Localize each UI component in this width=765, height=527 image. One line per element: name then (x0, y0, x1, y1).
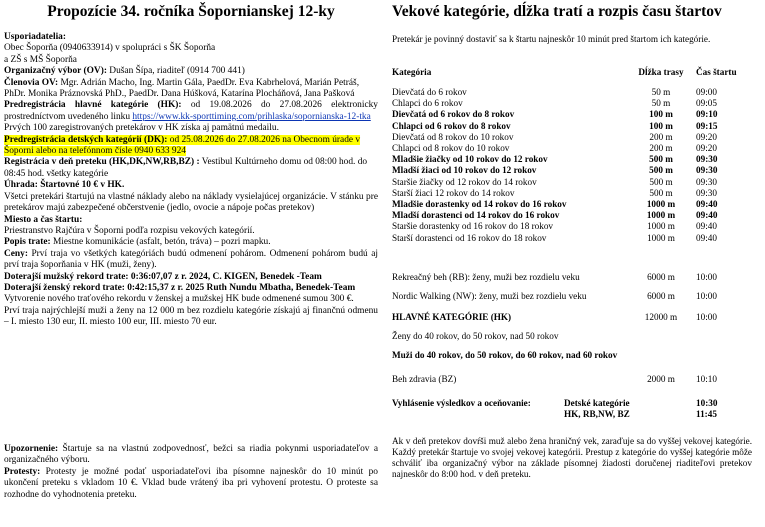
category-name: Dievčatá od 8 rokov do 10 rokov (392, 131, 514, 142)
category-name: Dievčatá od 6 rokov do 8 rokov (392, 109, 515, 120)
table-row (392, 177, 740, 188)
propozicie-column (4, 0, 378, 500)
category-name: Dievčatá do 6 rokov (392, 87, 467, 97)
table-row (392, 143, 740, 154)
table-row (392, 233, 740, 244)
hk-preregistration-label: Predregistrácia hlavné kategórie (HK): (4, 100, 182, 111)
medal-note: Prvých 100 zaregistrovaných pretekárov v HK získa aj pamätnú medailu. (4, 123, 279, 134)
category-distance: 50 m (651, 98, 671, 109)
results-table (392, 398, 740, 420)
organizers-line-2: a ZŠ s MŠ Šoporňa (4, 54, 77, 65)
table-row (392, 272, 740, 283)
rb-distance: 6000 m (647, 272, 675, 282)
bz-time: 10:10 (696, 374, 717, 384)
category-name: Chlapci od 6 rokov do 8 rokov (392, 120, 511, 131)
hk-preregistration-text: od 19.08.2026 do 27.08.2026 elektronicky prostredníctvom uvedeného linku (4, 100, 378, 122)
category-distance: 500 m (649, 154, 673, 165)
fee-heading: Úhrada: Štartovné 10 € v HK. (4, 180, 125, 191)
organizing-committee-text: Dušan Šípa, riaditeľ (0914 700 441) (106, 66, 245, 77)
footer-note: Ak v deň pretekov dovŕši muž alebo žena hraničný vek, zaraďuje sa do vyššej vekovej kategórie. Každý pretekár štartuje vo svojej vekovej kategórii. Prestup z kategórie do vyššej kategórie môže schváliť iba organizačný výbor na základe písomnej žiadosti doručenej riaditeľovi pretekov najneskôr do 8:00 hod. v deň preteku. (392, 436, 752, 479)
organizers-heading: Usporiadatelia: (4, 32, 66, 42)
hk-men: Muži do 40 rokov, do 50 rokov, do 60 rokov, nad 60 rokov (392, 350, 618, 360)
adult-categories-table (392, 272, 740, 283)
category-time: 09:40 (696, 199, 718, 210)
results-hk: HK, RB,NW, BZ (564, 409, 630, 420)
results-dk-time: 10:30 (696, 398, 718, 408)
header-cas: Čas štartu (696, 67, 737, 77)
propozicie-title: Propozície 34. ročníka Šopornianskej 12-ky (47, 3, 335, 20)
category-time: 09:05 (696, 98, 717, 109)
category-name: Mladšie žiačky od 10 rokov do 12 rokov (392, 154, 548, 165)
hk-distance: 12000 m (644, 312, 678, 322)
prizes (4, 249, 378, 272)
header-kategoria: Kategória (392, 67, 432, 77)
category-time: 09:40 (696, 221, 717, 232)
hk-preregistration (4, 100, 378, 123)
protests-label: Protesty: (4, 466, 41, 477)
table-row (392, 374, 740, 385)
category-time: 09:15 (696, 120, 718, 131)
category-name: Staršie dorastenky od 16 rokov do 18 rokov (392, 221, 554, 232)
category-distance: 100 m (649, 120, 673, 131)
committee-members-label: Členovia OV: (4, 77, 59, 88)
nw-time: 10:00 (696, 291, 717, 301)
category-time: 09:40 (696, 210, 718, 221)
organizers-line-1: Obec Šoporňa (0940633914) v spolupráci s ŠK Šoporňa (4, 43, 216, 54)
organizing-committee-label: Organizačný výbor (OV): (4, 66, 107, 77)
category-distance: 1000 m (647, 221, 675, 232)
category-time: 09:30 (696, 154, 718, 165)
category-time: 09:30 (696, 176, 717, 187)
category-time: 09:40 (696, 232, 717, 243)
race-day-registration-label: Registrácia v deň preteku (HK,DK,NW,RB,BZ) : (4, 157, 200, 168)
registration-link[interactable]: https://www.kk-sporttiming.com/prihlaska/sopornianska-12-tka (132, 111, 371, 122)
category-time: 09:30 (696, 187, 717, 198)
category-distance: 500 m (649, 187, 673, 198)
start-place-text: Priestranstvo Rajčúra v Šoporni podľa rozpisu vekových kategórií. (4, 225, 255, 236)
category-distance: 1000 m (647, 232, 675, 243)
category-name: Mladší žiaci od 10 rokov do 12 rokov (392, 165, 537, 176)
table-row (392, 188, 740, 199)
category-distance: 1000 m (646, 210, 676, 221)
committee-members (4, 78, 378, 101)
nw-distance: 6000 m (647, 291, 675, 301)
organizers-block (4, 32, 378, 329)
bz-name: Beh zdravia (BZ) (392, 374, 457, 384)
table-header (392, 67, 740, 87)
rb-name: Rekreačný beh (RB): ženy, muži bez rozdielu veku (392, 272, 580, 282)
results-hk-time: 11:45 (696, 409, 717, 420)
table-row (392, 409, 740, 420)
warning-label: Upozornenie: (4, 444, 59, 454)
category-name: Chlapci do 6 rokov (392, 98, 463, 109)
fee-text: Všetci pretekári štartujú na vlastné náklady alebo na náklady vysielajúcej organizácie. V stánku pre pretekárov majú zabezpečené občerstvenie (jedlo, ovocie a nápoje počas pretekov) (4, 191, 378, 214)
table-row (392, 199, 740, 210)
category-distance: 200 m (649, 143, 673, 154)
table-row (392, 98, 740, 109)
category-time: 09:00 (696, 87, 717, 97)
start-place-heading: Miesto a čas štartu: (4, 214, 83, 225)
table-row (392, 221, 740, 232)
table-row (392, 121, 740, 132)
category-name: Starší dorastenci od 16 rokov do 18 rokov (392, 232, 547, 243)
protests (4, 467, 378, 501)
categories-table (392, 67, 740, 244)
dk-preregistration-label: Predregistrácia detských kategórií (DK): (4, 134, 168, 145)
protests-text: Protesty je možné podať usporiadateľovi iba písomne najneskôr do 10 minút po ukončení preteku s vkladom 10 €. Vklad bude vrátený iba pri vyhovení protestu. O proteste sa rozhodne do vyhodnotenia preteku. (4, 466, 378, 500)
bz-distance: 2000 m (647, 374, 675, 384)
table-row (392, 132, 740, 143)
prizes-label: Ceny: (4, 248, 28, 259)
bz-table (392, 374, 740, 385)
warning-text: Štartuje sa na vlastnú zodpovednosť, bežci sa riadia pokynmi usporiadateľov a organizačného výboru. (4, 444, 378, 466)
nw-table (392, 291, 740, 302)
dk-preregistration (4, 135, 378, 158)
category-distance: 1000 m (646, 199, 676, 210)
results-label: Vyhlásenie výsledkov a oceňovanie: (392, 398, 531, 408)
category-name: Chlapci od 8 rokov do 10 rokov (392, 143, 510, 154)
category-name: Starší žiaci 12 rokov do 14 rokov (392, 187, 515, 198)
rb-time: 10:00 (696, 272, 717, 282)
category-distance: 100 m (649, 109, 673, 120)
hk-name: HLAVNÉ KATEGÓRIE (HK) (392, 312, 512, 322)
notice-block (4, 444, 378, 501)
category-name: Mladšie dorastenky od 14 rokov do 16 rokov (392, 199, 567, 210)
race-day-registration (4, 157, 378, 180)
category-name: Mladší dorastenci od 14 rokov do 16 rokov (392, 210, 560, 221)
financial-reward: Prví traja najrýchlejší muži a ženy na 12 000 m bez rozdielu kategórie získajú aj finančnú odmenu – I. miesto 130 eur, II. miesto 100 eur, III. miesto 70 eur. (4, 305, 378, 328)
category-distance: 500 m (649, 176, 673, 187)
category-time: 09:30 (696, 165, 718, 176)
committee-members-text: Mgr. Adrián Macho, Ing. Martin Gála, PaedDr. Eva Kabrhelová, Marián Petráš, PhDr. Monika Práznovská PhD., PaedDr. Dana Húšková, Katarína Plocháňová, Jana Pašková (4, 77, 360, 100)
dk-preregistration-text: od 25.08.2026 do 27.08.2026 na Obecnom úrade v Šoporni alebo na telefónnom čísle 0940 633 924 (4, 134, 361, 157)
category-time: 09:20 (696, 131, 717, 142)
new-record-bonus: Vytvorenie nového traťového rekordu v ženskej a mužskej HK bude odmenené sumou 300 €. (4, 294, 354, 305)
results-dk: Detské kategórie (564, 398, 630, 408)
organizing-committee (4, 66, 378, 77)
category-time: 09:10 (696, 109, 718, 120)
table-row (392, 87, 740, 98)
hk-table (392, 312, 740, 323)
track-description-text: Miestne komunikácie (asfalt, betón, tráva) – pozri mapku. (50, 237, 271, 248)
mens-record: Doterajší mužský rekord trate: 0:36:07,07 z r. 2024, C. KIGEN, Benedek -Team (4, 271, 322, 282)
category-distance: 500 m (649, 165, 673, 176)
hk-women: Ženy do 40 rokov, do 50 rokov, nad 50 rokov (392, 331, 559, 341)
table-row (392, 291, 740, 302)
table-row (392, 210, 740, 221)
category-distance: 50 m (651, 87, 671, 97)
race-day-registration-text: Vestibul Kultúrneho domu od 08:00 hod. do 08:45 hod. všetky kategórie (4, 157, 368, 179)
womens-record: Doterajší ženský rekord trate: 0:42:15,37 z r. 2025 Ruth Nundu Mbatha, Benedek-Team (4, 282, 356, 293)
category-time: 09:20 (696, 143, 717, 154)
track-description-label: Popis trate: (4, 237, 51, 248)
track-description (4, 237, 378, 248)
table-row (392, 312, 740, 323)
warning (4, 444, 378, 467)
hk-time: 10:00 (696, 312, 717, 322)
category-name: Staršie žiačky od 12 rokov do 14 rokov (392, 176, 537, 187)
table-row (392, 154, 740, 165)
category-distance: 200 m (649, 131, 673, 142)
table-row (392, 165, 740, 176)
table-row (392, 398, 740, 409)
categories-body (392, 87, 740, 244)
intro-text: Pretekár je povinný dostaviť sa k štartu najneskôr 10 minút pred štartom ich kategórie. (392, 34, 711, 44)
categories-title: Vekové kategórie, dĺžka tratí a rozpis času štartov (392, 3, 722, 20)
categories-column (392, 0, 762, 479)
table-row (392, 109, 740, 120)
header-dlzka: Dĺžka trasy (638, 67, 684, 77)
prizes-text: Prví traja vo všetkých kategóriách budú odmenení pohárom. Odmenení pohárom budú aj prví traja šoporňania v HK (muži, ženy). (4, 248, 378, 271)
nw-name: Nordic Walking (NW): ženy, muži bez rozdielu veku (392, 291, 587, 301)
